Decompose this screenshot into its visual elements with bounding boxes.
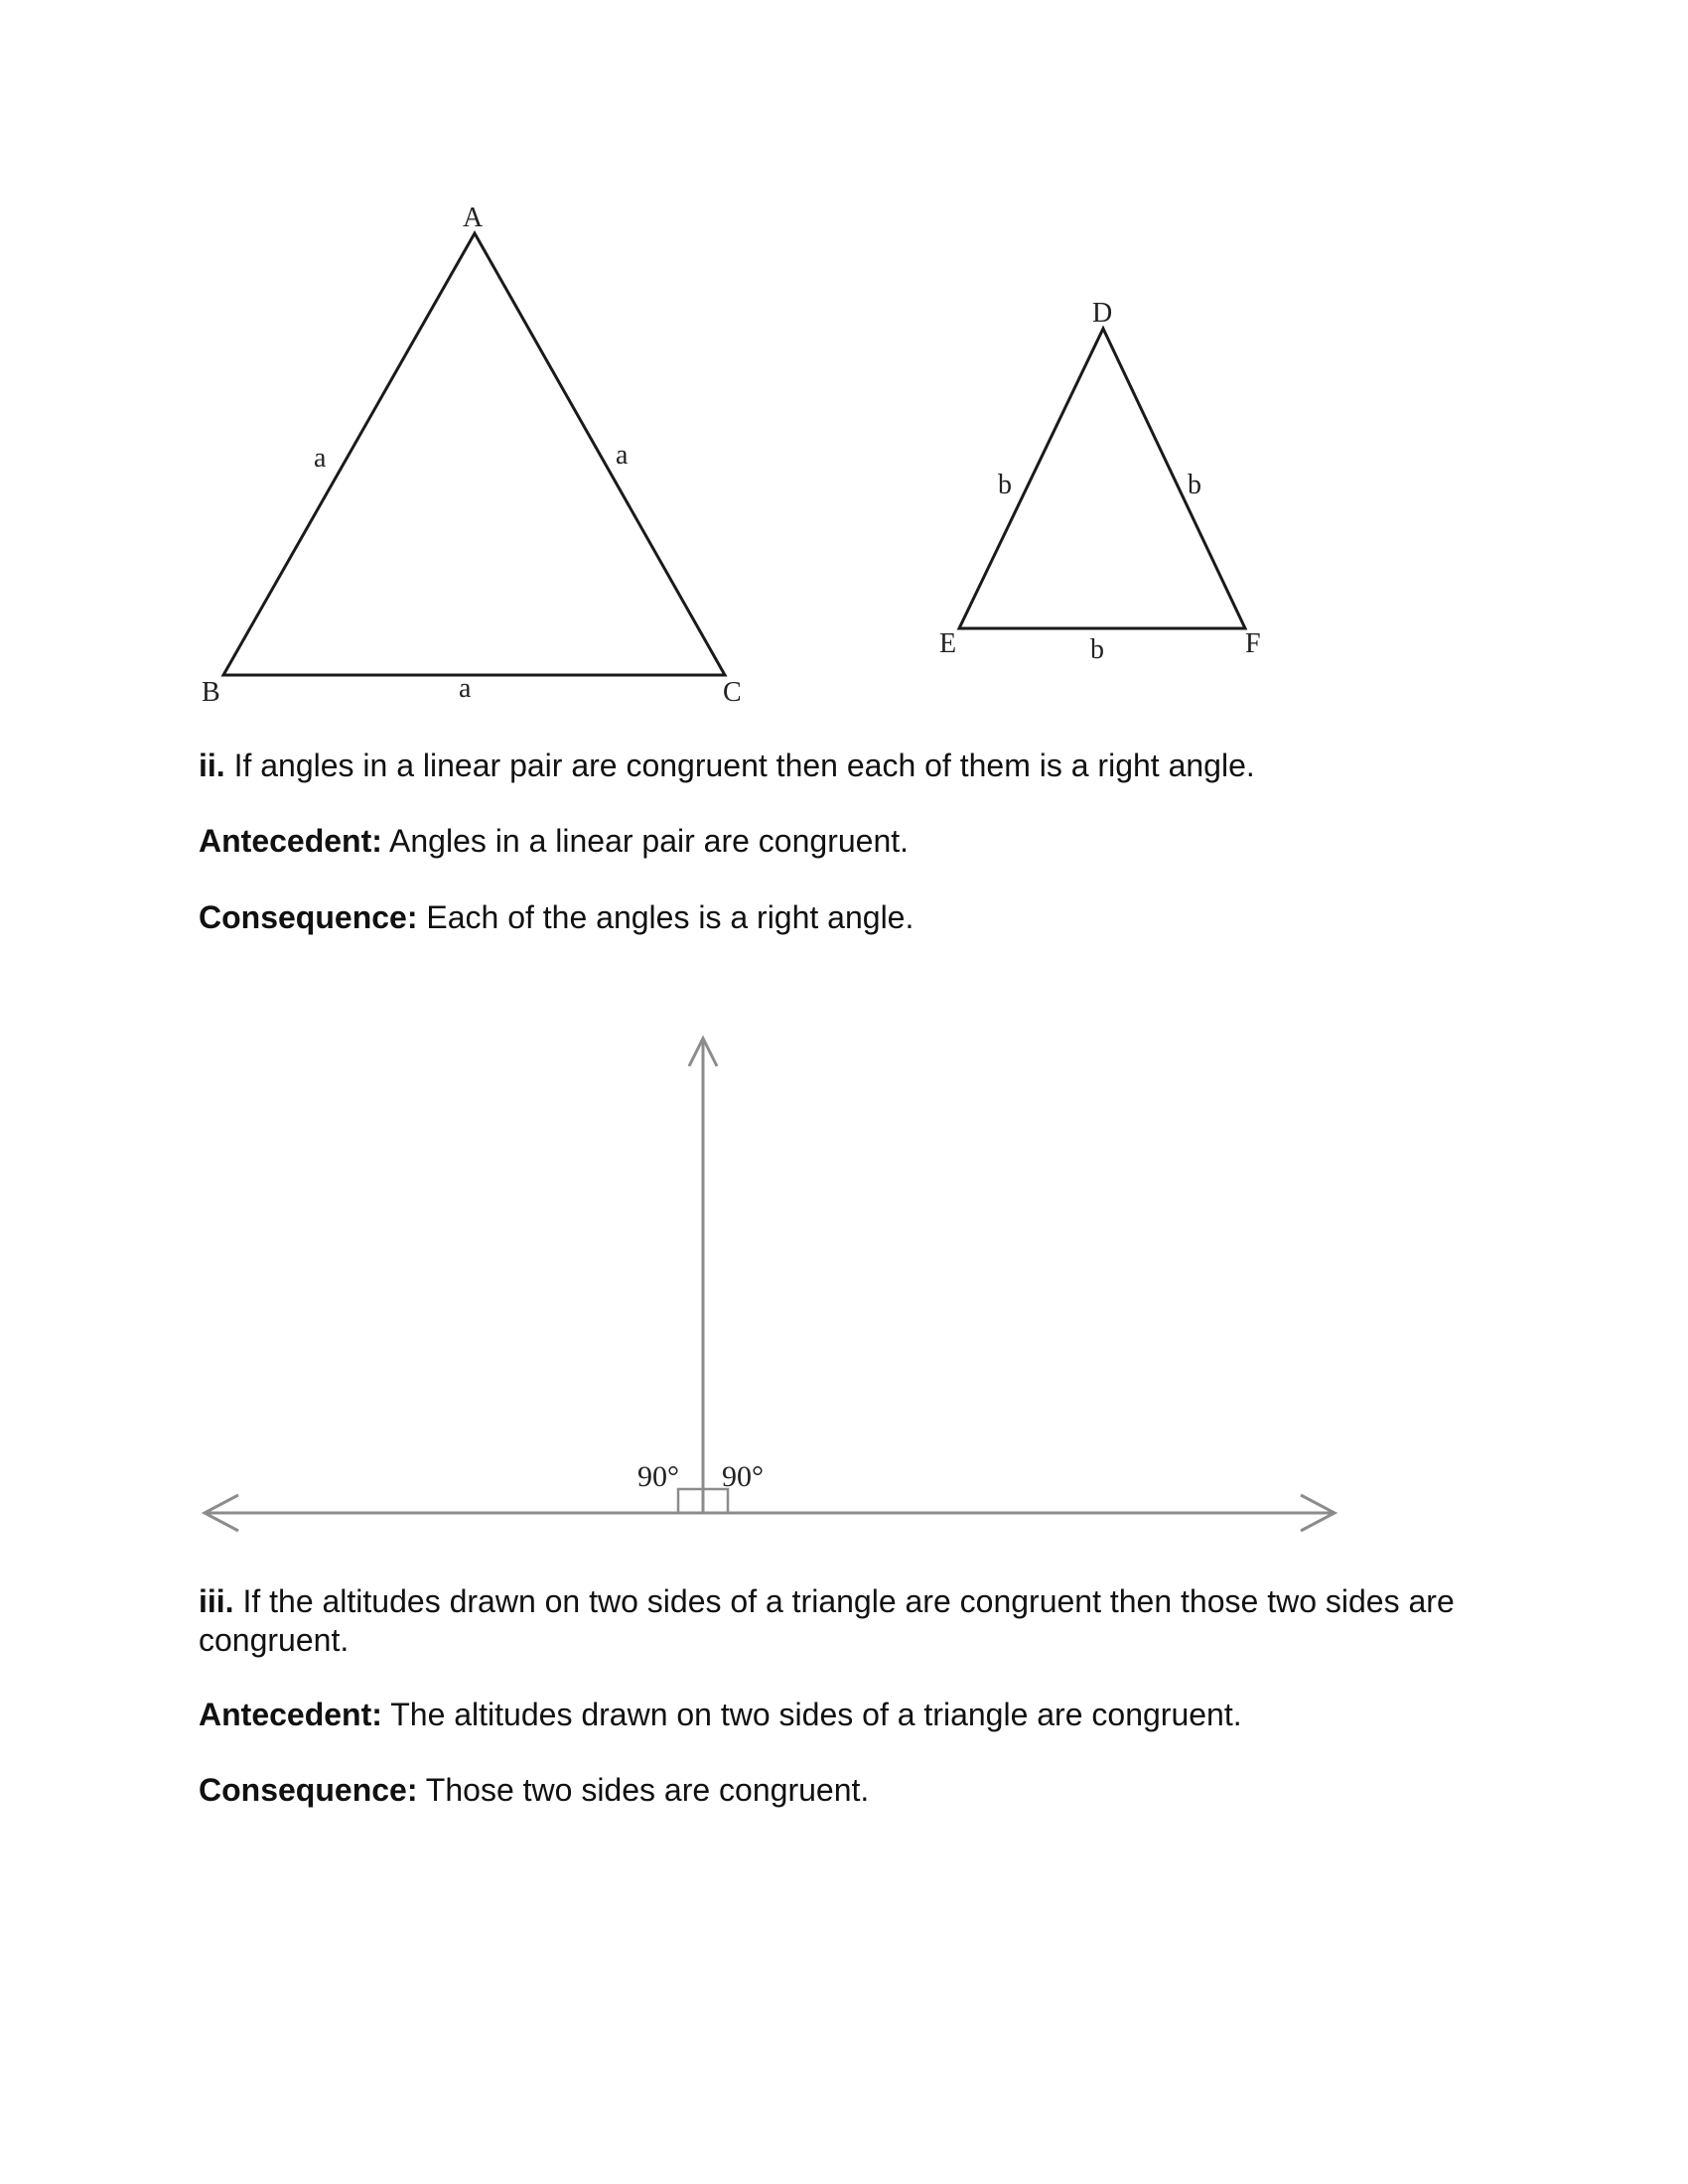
statement-ii-text: If angles in a linear pair are congruent then each of them is a right angle. <box>233 748 1255 783</box>
statement-ii-number: ii. <box>199 748 225 783</box>
side-label-bc: a <box>459 673 472 704</box>
vertex-label-e: E <box>939 628 957 659</box>
vertex-label-c: C <box>723 677 742 708</box>
side-label-df: b <box>1188 470 1201 500</box>
antecedent-label: Antecedent: <box>199 1697 382 1732</box>
vertex-label-b: B <box>202 677 220 708</box>
statement-iii-text: If the altitudes drawn on two sides of a triangle are congruent then those two sides are congruent. <box>199 1583 1455 1658</box>
side-label-ef: b <box>1090 634 1104 665</box>
consequence-label: Consequence: <box>199 1772 418 1808</box>
consequence-text: Those two sides are congruent. <box>425 1772 870 1808</box>
side-label-ac: a <box>616 440 629 471</box>
side-label-ab: a <box>314 443 327 474</box>
statement-iii-consequence <box>199 1771 1489 1810</box>
antecedent-text: The altitudes drawn on two sides of a triangle are congruent. <box>390 1697 1242 1732</box>
vertex-label-a: A <box>463 203 484 233</box>
statement-iii-antecedent <box>199 1696 1489 1734</box>
statement-iii <box>199 1582 1489 1660</box>
angle-label-left: 90° <box>637 1460 679 1493</box>
side-label-de: b <box>998 470 1012 500</box>
antecedent-text: Angles in a linear pair are congruent. <box>389 823 910 859</box>
vertex-label-d: D <box>1092 298 1113 329</box>
consequence-label: Consequence: <box>199 899 418 935</box>
antecedent-label: Antecedent: <box>199 823 382 859</box>
consequence-text: Each of the angles is a right angle. <box>426 899 914 935</box>
vertex-label-f: F <box>1245 628 1261 659</box>
angle-label-right: 90° <box>722 1460 764 1493</box>
statement-iii-number: iii. <box>199 1583 234 1619</box>
